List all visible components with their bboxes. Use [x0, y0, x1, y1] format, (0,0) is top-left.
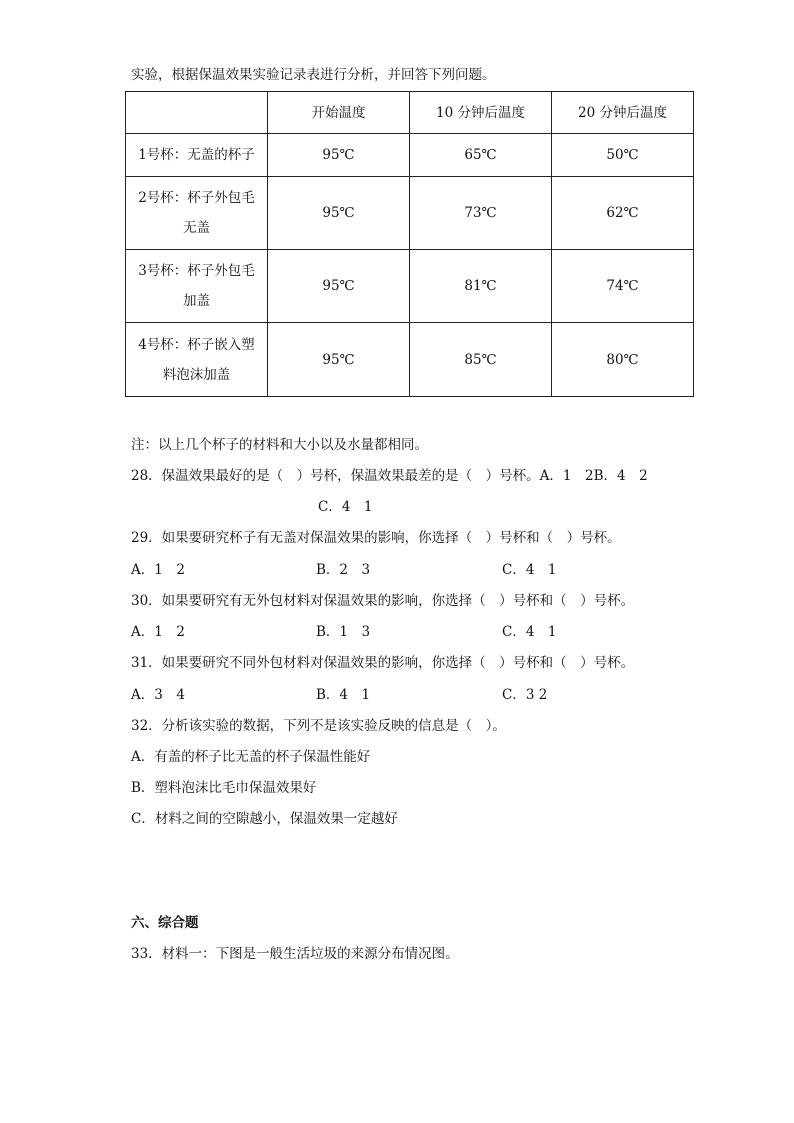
row-label: 3号杯：杯子外包毛加盖: [126, 250, 268, 323]
question-32: 32．分析该实验的数据，下列不是该实验反映的信息是（ ）。: [131, 718, 506, 734]
header-cell-start: 开始温度: [268, 92, 410, 134]
table-row: [126, 250, 694, 323]
question-28-option-c: C．4 1: [318, 499, 373, 515]
question-29-option-b: B．2 3: [316, 562, 371, 578]
question-32-option-a: A．有盖的杯子比无盖的杯子保温性能好: [131, 749, 371, 765]
row-label: 2号杯：杯子外包毛无盖: [126, 177, 268, 250]
table-header-row: [126, 92, 694, 134]
question-32-option-b: B．塑料泡沫比毛巾保温效果好: [131, 780, 317, 796]
cell-start: 95℃: [268, 323, 410, 397]
question-31-option-b: B．4 1: [316, 687, 371, 703]
question-29-option-a: A．1 2: [131, 562, 185, 578]
question-31-option-a: A．3 4: [131, 687, 185, 703]
intro-text: 实验，根据保温效果实验记录表进行分析，并回答下列问题。: [131, 67, 496, 83]
cell-20min: 62℃: [552, 177, 694, 250]
section-heading: 六、综合题: [131, 915, 199, 931]
table-note: 注：以上几个杯子的材料和大小以及水量都相同。: [131, 437, 428, 453]
header-cell-20min: 20 分钟后温度: [552, 92, 694, 134]
cell-10min: 85℃: [410, 323, 552, 397]
table-row: [126, 177, 694, 250]
cell-10min: 65℃: [410, 134, 552, 177]
question-30-option-a: A．1 2: [131, 624, 185, 640]
header-cell-10min: 10 分钟后温度: [410, 92, 552, 134]
question-30: 30．如果要研究有无外包材料对保温效果的影响，你选择（ ）号杯和（ ）号杯。: [131, 593, 635, 609]
row-label: 1号杯：无盖的杯子: [126, 134, 268, 177]
cell-start: 95℃: [268, 177, 410, 250]
table-row: [126, 323, 694, 397]
insulation-record-table: [125, 91, 694, 397]
question-29: 29．如果要研究杯子有无盖对保温效果的影响，你选择（ ）号杯和（ ）号杯。: [131, 530, 621, 546]
header-cell-empty: [126, 92, 268, 134]
cell-start: 95℃: [268, 134, 410, 177]
row-label: 4号杯：杯子嵌入塑料泡沫加盖: [126, 323, 268, 397]
question-28: 28．保温效果最好的是（ ）号杯，保温效果最差的是（ ）号杯。A．1 2B．4 2: [131, 468, 648, 484]
question-30-option-b: B．1 3: [316, 624, 371, 640]
question-32-option-c: C．材料之间的空隙越小，保温效果一定越好: [131, 811, 398, 827]
question-29-option-c: C．4 1: [502, 562, 557, 578]
question-30-option-c: C．4 1: [502, 624, 557, 640]
table-row: [126, 134, 694, 177]
cell-20min: 80℃: [552, 323, 694, 397]
cell-10min: 81℃: [410, 250, 552, 323]
question-31-option-c: C．3 2: [502, 687, 548, 703]
cell-20min: 74℃: [552, 250, 694, 323]
cell-20min: 50℃: [552, 134, 694, 177]
question-31: 31．如果要研究不同外包材料对保温效果的影响，你选择（ ）号杯和（ ）号杯。: [131, 655, 635, 671]
cell-10min: 73℃: [410, 177, 552, 250]
question-33: 33．材料一：下图是一般生活垃圾的来源分布情况图。: [131, 946, 459, 962]
cell-start: 95℃: [268, 250, 410, 323]
